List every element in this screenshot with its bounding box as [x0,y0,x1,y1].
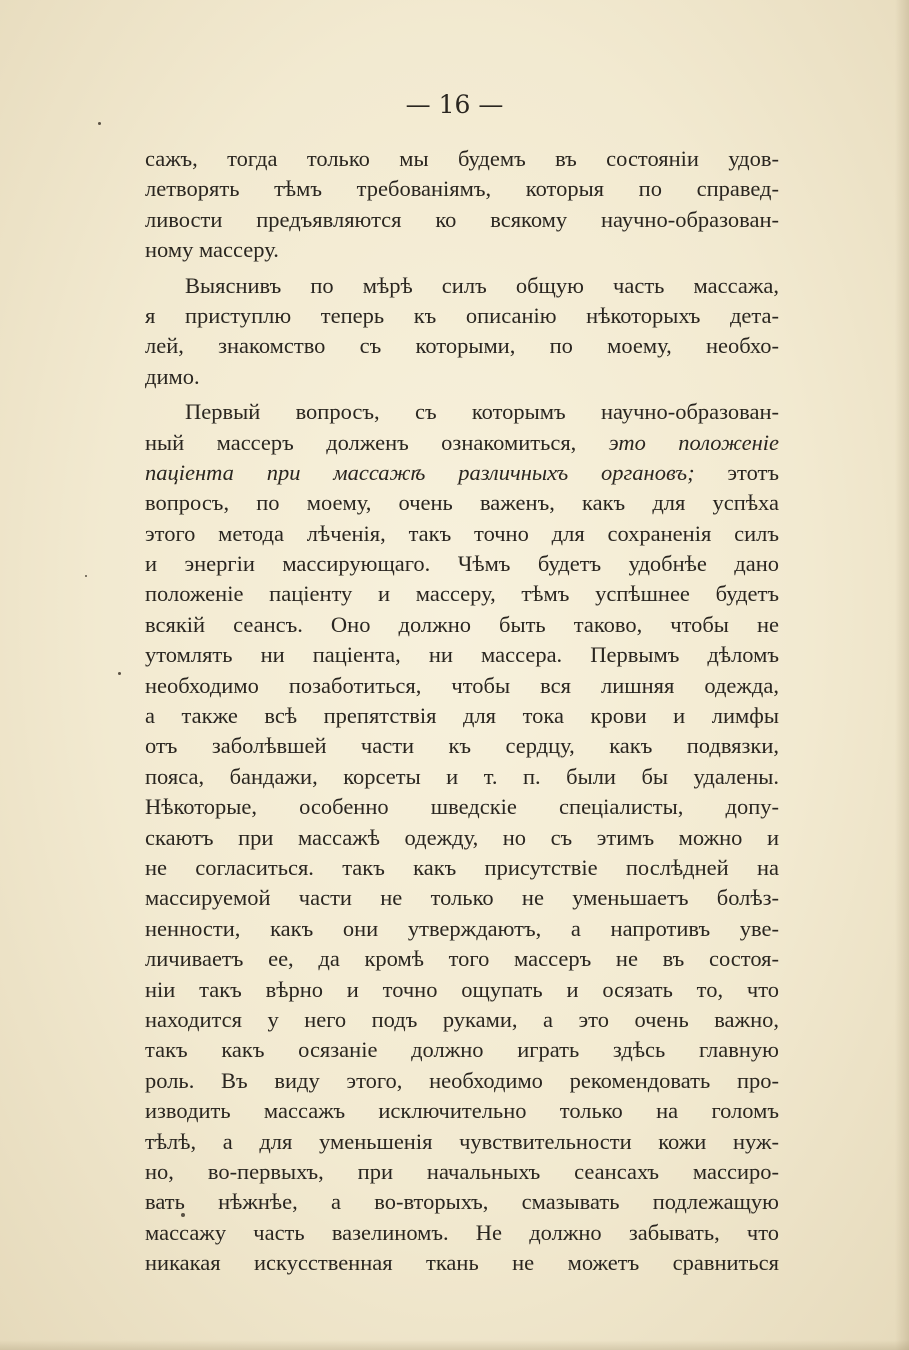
text-line: пояса, бандажи, корсеты и т. п. были бы удалены. [145,763,779,789]
page-bottom-shadow [0,1340,909,1350]
text-line: лей, знакомство съ которыми, по моему, необхо- [145,333,779,359]
italic-phrase: пацiента при массажѣ различныхъ органовъ; [145,459,695,485]
text-line: скаютъ при массажѣ одежду, но съ этимъ можно и [145,824,779,850]
text-line: вопросъ, по моему, очень важенъ, какъ для успѣха [145,490,779,516]
text-line: массажу часть вазелиномъ. Не должно забывать, что [145,1219,779,1245]
text-line: я приступлю теперь къ описанiю нѣкоторыхъ дета- [145,302,779,328]
text-segment: этотъ [727,459,779,485]
text-line: вать нѣжнѣе, а во-вторыхъ, смазывать подлежащую [145,1189,779,1215]
page-number: — 16 — [405,90,504,119]
ink-speck [85,575,87,577]
text-line: отъ заболѣвшей части къ сердцу, какъ подвязки, [145,733,779,759]
text-line: ному массеру. [145,237,279,263]
text-line: ненности, какъ они утверждаютъ, а напротивъ уве- [145,915,779,941]
text-line: массируемой части не только не уменьшаетъ болѣз- [145,885,779,911]
text-line: личиваетъ ее, да кромѣ того массеръ не въ состоя- [145,946,779,972]
text-line: утомлять ни пацiента, ни массера. Первымъ дѣломъ [145,642,779,668]
text-line: никакая искусственная ткань не можетъ сравниться [145,1250,779,1276]
text-line: положенiе пацiенту и массеру, тѣмъ успѣшнее будетъ [145,581,779,607]
text-line: необходимо позаботиться, чтобы вся лишняя одежда, [145,672,779,698]
text-line: находится у него подъ руками, а это очень важно, [145,1006,779,1032]
text-line: роль. Въ виду этого, необходимо рекомендовать про- [145,1067,779,1093]
text-line: Первый вопросъ, съ которымъ научно-образован- [185,399,779,425]
text-line: этого метода лѣченiя, такъ точно для сохраненiя силъ [145,520,779,546]
text-line: Нѣкоторые, особенно шведскiе спецiалисты, допу- [145,794,779,820]
text-line: сажъ, тогда только мы будемъ въ состоянiи удов- [145,146,779,171]
ink-speck [98,122,101,125]
text-line: тѣлѣ, а для уменьшенiя чувствительности кожи нуж- [145,1128,779,1154]
text-segment: ный массеръ долженъ ознакомиться, [145,429,577,455]
text-line: димо. [145,363,200,389]
text-line: летворять тѣмъ требованiямъ, которыя по справед- [145,176,779,202]
text-line: а также всѣ препятствiя для тока крови и лимфы [145,703,779,729]
italic-phrase: это положенiе [608,429,779,455]
text-line: изводить массажъ исключительно только на голомъ [145,1098,779,1124]
text-line-mixed [145,428,779,458]
text-line: Выяснивъ по мѣрѣ силъ общую часть массажа, [185,272,779,298]
text-line: нiи такъ вѣрно и точно ощупать и осязать то, что [145,976,779,1002]
ink-speck [118,672,121,675]
text-line: всякiй сеансъ. Оно должно быть таково, чтобы не [145,611,779,637]
text-line: не согласиться. такъ какъ присутствiе послѣдней на [145,854,779,880]
text-line: ливости предъявляются ко всякому научно-образован- [145,206,779,232]
page-edge-shadow [895,0,909,1350]
text-line: и энергiи массирующаго. Чѣмъ будетъ удобнѣе дано [145,551,779,577]
text-line: но, во-первыхъ, при начальныхъ сеансахъ массиро- [145,1158,779,1184]
text-line: такъ какъ осязанiе должно играть здѣсь главную [145,1037,779,1063]
text-line-mixed [145,458,779,488]
body-text [145,144,779,1278]
